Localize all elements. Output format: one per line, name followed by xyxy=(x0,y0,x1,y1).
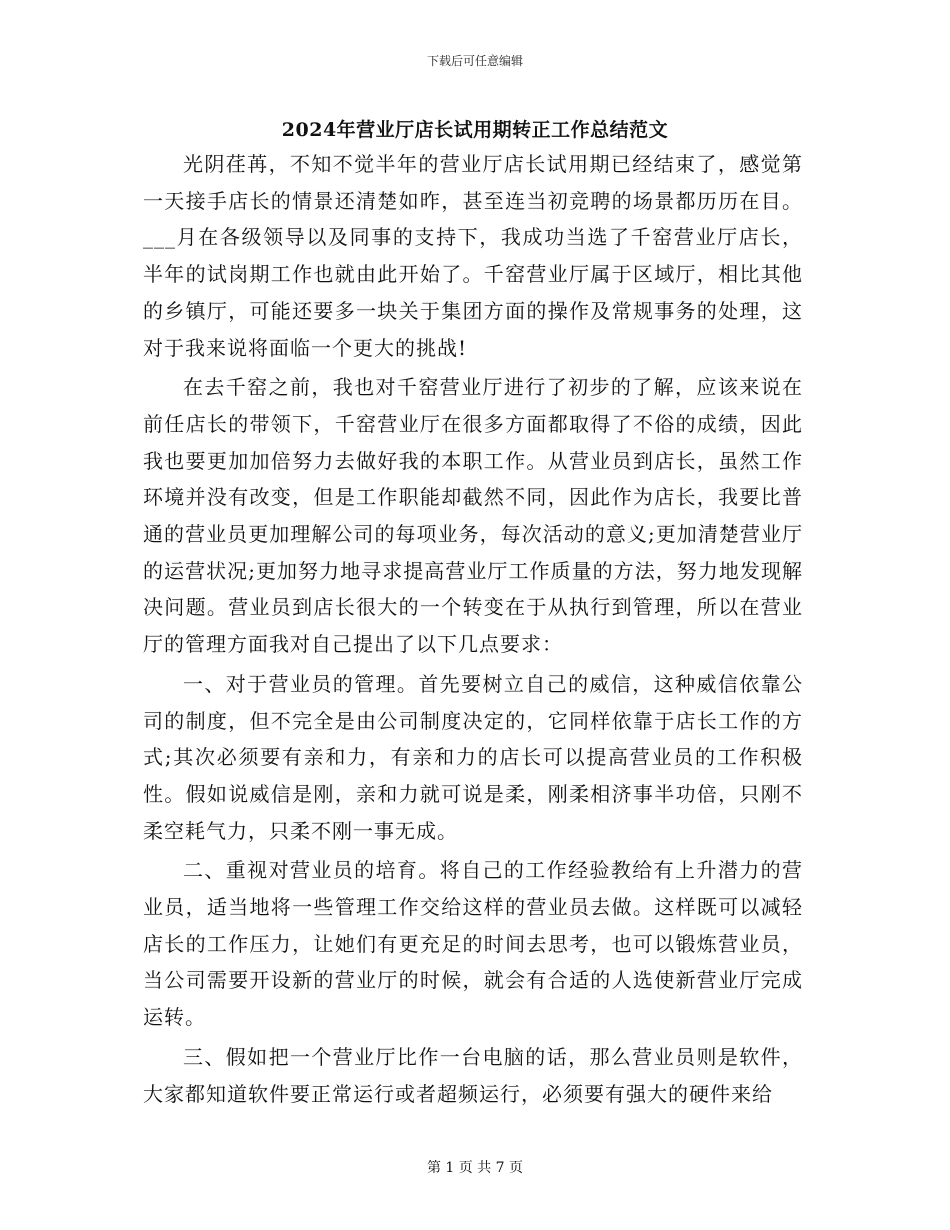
page-footer-number: 第 1 页 共 7 页 xyxy=(426,1160,524,1176)
page-header-note: 下载后可任意编辑 xyxy=(426,54,523,68)
document-body xyxy=(143,146,803,1115)
paragraph-intro: 光阴荏苒，不知不觉半年的营业厅店长试用期已经结束了，感觉第一天接手店长的情景还清楚如昨，甚至连当初竞聘的场景都历历在目。___月在各级领导以及同事的支持下，我成功当选了千窑营业厅店长，半年的试岗期工作也就由此开始了。千窑营业厅属于区域厅，相比其他的乡镇厅，可能还要多一块关于集团方面的操作及常规事务的处理，这对于我来说将面临一个更大的挑战! xyxy=(143,152,803,360)
paragraph-before-qianyao: 在去千窑之前，我也对千窑营业厅进行了初步的了解，应该来说在前任店长的带领下，千窑营业厅在很多方面都取得了不俗的成绩，因此我也要更加加倍努力去做好我的本职工作。从营业员到店长，虽然工作环境并没有改变，但是工作职能却截然不同，因此作为店长，我要比普通的营业员更加理解公司的每项业务，每次活动的意义;更加清楚营业厅的运营状况;更加努力地寻求提高营业厅工作质量的方法，努力地发现解决问题。营业员到店长很大的一个转变在于从执行到管理，所以在营业厅的管理方面我对自己提出了以下几点要求： xyxy=(143,375,803,657)
document-title: 2024年营业厅店长试用期转正工作总结范文 xyxy=(281,119,669,141)
paragraph-point-three: 三、假如把一个营业厅比作一台电脑的话，那么营业员则是软件，大家都知道软件要正常运行或者超频运行，必须要有强大的硬件来给 xyxy=(143,1044,803,1106)
paragraph-point-one: 一、对于营业员的管理。首先要树立自己的威信，这种威信依靠公司的制度，但不完全是由公司制度决定的，它同样依靠于店长工作的方式;其次必须要有亲和力，有亲和力的店长可以提高营业员的工作积极性。假如说威信是刚，亲和力就可说是柔，刚柔相济事半功倍，只刚不柔空耗气力，只柔不刚一事无成。 xyxy=(143,671,803,843)
paragraph-point-two: 二、重视对营业员的培育。将自己的工作经验教给有上升潜力的营业员，适当地将一些管理工作交给这样的营业员去做。这样既可以减轻店长的工作压力，让她们有更充足的时间去思考，也可以锻炼营业员，当公司需要开设新的营业厅的时候，就会有合适的人选使新营业厅完成运转。 xyxy=(143,858,803,1030)
